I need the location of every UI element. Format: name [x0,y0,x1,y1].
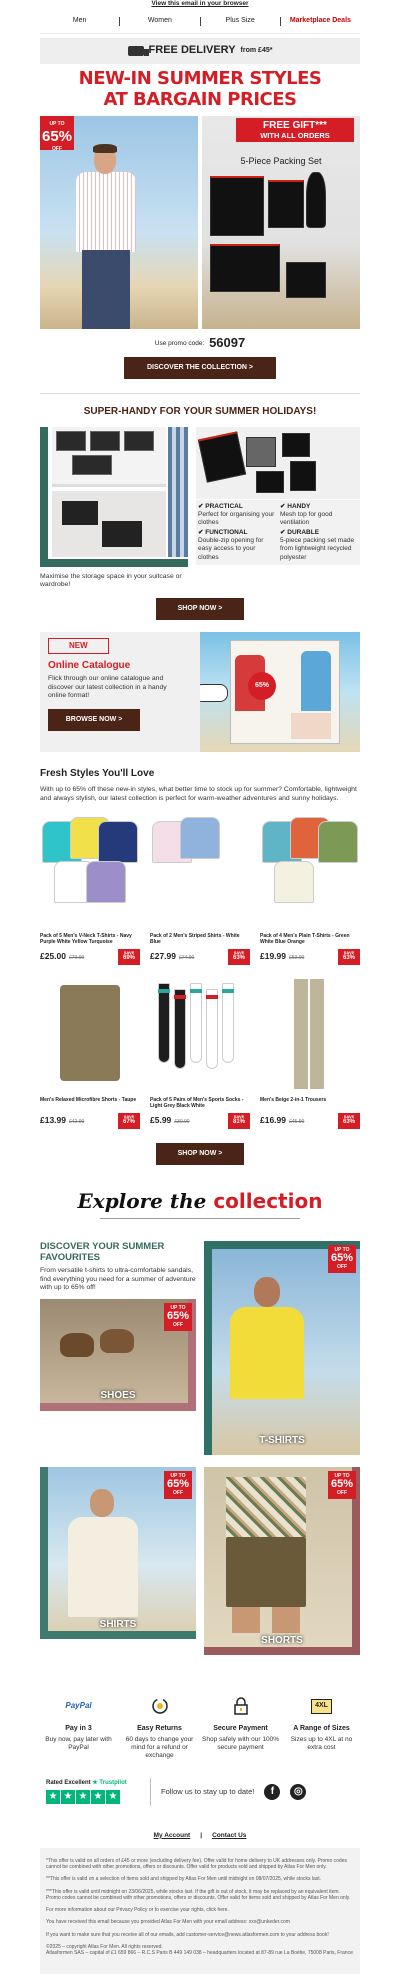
rating-text: Rated Excellent [46,1780,91,1787]
shorts-label: SHORTS [261,1634,303,1646]
save-badge: SAVE 63% [338,1113,360,1129]
discover-title: DISCOVER YOUR SUMMER FAVOURITES [40,1241,165,1264]
legal-fine-print [40,1848,360,1974]
catalogue-discount-badge: 65% [248,672,276,700]
usp-desc: Sizes up to 4XL at no extra cost [290,1735,353,1752]
usp-title: A Range of Sizes [293,1725,350,1733]
badge-value: 65% [41,128,73,145]
product-price: £19.99 [260,951,286,962]
gift-line1: FREE GIFT*** [263,120,327,131]
product-price: £27.99 [150,951,176,962]
product-name[interactable]: Pack of 2 Men's Striped Shirts - White Blue [150,933,240,946]
discover-block [40,1241,196,1292]
explore-underline [100,1218,300,1219]
shorts-tile[interactable] [204,1467,360,1655]
catalogue-cover [230,640,340,744]
instagram-icon[interactable]: ◎ [290,1784,306,1800]
handy-section [40,427,360,590]
hero-images [40,116,360,329]
save-badge: SAVE 63% [338,949,360,965]
email-container [40,0,360,1974]
catalogue-section [40,632,360,752]
promo-code-value: 56097 [209,335,246,350]
product-card[interactable] [260,811,360,965]
hero-title-line2: AT BARGAIN PRICES [103,89,297,110]
product-name[interactable]: Men's Beige 2-in-1 Trousers [260,1097,327,1104]
size-icon: 4XL [283,1695,360,1717]
discount-badge [40,116,74,150]
delivery-threshold: from £45* [240,46,273,54]
feature-durable: ✔ DURABLE 5-piece packing set made from lightweight recycled polyester [280,529,355,561]
product-name[interactable]: Pack of 5 Pairs of Men's Sports Socks - Light Grey Black White [150,1097,244,1110]
lock-icon [202,1695,279,1717]
feature-list [196,500,360,565]
model-figure [74,146,138,326]
save-badge: SAVE 63% [228,949,250,965]
product-image[interactable] [40,811,140,929]
product-price: £13.99 [40,1115,66,1126]
contact-us-link[interactable]: Contact Us [212,1831,247,1839]
packing-cube [210,176,264,236]
discover-collection-button[interactable]: DISCOVER THE COLLECTION > [124,357,276,379]
shoes-discount-badge: UP TO 65% OFF [164,1303,192,1331]
product-grid [40,811,360,1129]
product-name[interactable]: Pack of 5 Men's V-Neck T-Shirts - Navy Purple White Yellow Turquoise [40,933,132,946]
shop-now-button-1[interactable]: SHOP NOW > [156,598,244,620]
copyright: ©2025 – copyright Atlas For Men. All rights reserved. [46,1943,163,1950]
follow-text: Follow us to stay up to date! [161,1787,255,1797]
facebook-icon[interactable]: f [264,1784,280,1800]
fresh-styles-section [40,768,360,1165]
usp-secure-payment[interactable] [202,1695,279,1760]
collection-grid-2 [40,1467,360,1655]
divider [150,1778,151,1806]
fine-print: If you want to make sure that you receive all of our emails, add customer-service@news.atlasformen.com to your address book! [46,1931,329,1938]
new-badge: NEW [48,638,109,654]
my-account-link[interactable]: My Account [153,1831,191,1839]
promo-label: Use promo code: [154,339,205,347]
truck-icon [128,46,144,56]
hero-man-image[interactable] [40,116,198,329]
shoes-label: SHOES [100,1390,136,1402]
tshirts-discount-badge: UP TO 65% OFF [328,1245,356,1273]
feature-practical: ✔ PRACTICAL Perfect for organising your clothes [198,502,275,526]
free-gift-banner [236,118,354,142]
explore-word2: collection [213,1189,323,1214]
handy-title: SUPER-HANDY FOR YOUR SUMMER HOLIDAYS! [83,406,317,418]
fine-print: ***This offer is valid until midnight on 23/06/2025, while stocks last. If the gift is out of stock, it may be replaced by an equivalent item. Promo codes cannot be combined with other promotions, offers or discounts. Offer valid for items sold and shipped by Atlas For Men only. [46,1888,351,1901]
product-was-price: £42.90 [69,1119,85,1126]
fresh-title: Fresh Styles You'll Love [40,767,155,779]
product-image[interactable] [150,811,250,929]
product-was-price: £45.90 [289,1119,305,1126]
product-name[interactable]: Pack of 4 Men's Plain T-Shirts - Green White Blue Orange [260,933,350,946]
product-card[interactable] [150,811,250,965]
trustpilot-logo: ★ Trustpilot [92,1780,127,1787]
feature-handy: ✔ HANDY Mesh top for good ventilation [280,502,333,526]
footer-links: My Account | Contact Us [153,1831,247,1839]
product-price: £5.99 [150,1115,172,1126]
product-card[interactable] [150,975,250,1129]
product-image[interactable] [40,975,140,1093]
usp-pay-in-3[interactable] [40,1695,117,1760]
company-info: Atlasformen SAS – capital of £1 659 866 – R.C.S Paris B 449 149 038 – headquarters located at 87-89 rue La Boétie, 75008 Paris, France [46,1950,353,1957]
pouch [286,262,326,298]
product-was-price: £30.90 [174,1119,190,1126]
catalogue-text: Flick through our online catalogue and discover our latest collection in a handy online format! [48,675,167,700]
nav-plus-size[interactable]: Plus Size [201,17,281,26]
fine-print: **This offer is valid on a selection of items sold and shipped by Atlas For Men until midnight on 08/07/2025, while stocks last. [46,1876,322,1883]
paypal-icon: PayPal [65,1701,92,1711]
usp-range-of-sizes[interactable] [283,1695,360,1760]
product-card[interactable] [40,975,140,1129]
drawstring-bag [306,172,326,228]
usp-title: Pay in 3 [65,1725,92,1733]
usp-title: Easy Returns [137,1725,182,1733]
product-price: £16.99 [260,1115,286,1126]
packing-set-title: 5-Piece Packing Set [240,156,322,166]
fresh-text: With up to 65% off these new-in styles, what better time to stock up for summer? Comfortable, lightweight and always stylish, our latest collection is perfect for warm-weather adventures and sunny holidays. [40,786,357,802]
nav-women[interactable]: Women [120,17,200,26]
product-image[interactable] [150,975,250,1093]
delivery-title: FREE DELIVERY [148,44,236,57]
pointing-hand-icon [200,684,228,702]
wardrobe-image[interactable] [40,427,188,567]
feature-functional: ✔ FUNCTIONAL Double-zip opening for easy access to your clothes [198,529,264,561]
tshirts-tile[interactable] [204,1241,360,1455]
hero-headline [40,68,360,110]
collection-grid [40,1241,360,1455]
trustpilot-rating[interactable] [40,1774,140,1810]
hero-title-line1: NEW-IN SUMMER STYLES [78,68,322,89]
free-delivery-banner[interactable] [40,38,360,64]
product-name[interactable]: Men's Relaxed Microfibre Shorts - Taupe [40,1097,137,1104]
product-was-price: £79.90 [69,955,85,962]
explore-word1: Explore the [77,1189,207,1214]
badge-off: OFF [52,146,62,152]
usp-desc: 60 days to change your mind for a refund or exchange [125,1735,194,1760]
packing-set-image[interactable] [196,427,360,499]
discover-text: From versatile t-shirts to ultra-comfortable sandals, find everything you need for a summer of adventure with up to 65% off! [40,1267,196,1292]
shoes-tile[interactable] [40,1299,196,1411]
nav-men[interactable]: Men [40,17,120,26]
catalogue-image[interactable] [200,632,360,752]
catalogue-title: Online Catalogue [48,659,131,671]
product-card[interactable] [260,975,360,1129]
save-badge: SAVE 67% [118,1113,140,1129]
shirts-discount-badge: UP TO 65% OFF [164,1471,192,1499]
usp-desc: Shop safely with our 100% secure payment [202,1735,279,1752]
shirts-label: SHIRTS [99,1618,137,1630]
nav-marketplace-deals[interactable]: Marketplace Deals [289,17,351,25]
divider [40,393,360,394]
shirts-tile[interactable] [40,1467,196,1639]
fine-print: You have received this email because you provided Atlas For Men with your email address: xxx@unkeder.com [46,1919,290,1926]
product-was-price: £74.90 [179,955,195,962]
usp-desc: Buy now, pay later with PayPal [45,1735,112,1752]
top-nav [40,10,360,34]
view-in-browser-link[interactable]: View this email in your browser [151,0,249,7]
tshirts-label: T-SHIRTS [259,1434,305,1446]
explore-heading [40,1189,360,1214]
hero-gift-image[interactable] [202,116,360,329]
product-price: £25.00 [40,951,66,962]
usp-strip [40,1695,360,1760]
shop-now-button-2[interactable]: SHOP NOW > [156,1143,244,1165]
product-image[interactable] [260,975,360,1093]
browse-now-button[interactable]: BROWSE NOW > [48,709,140,731]
social-bar [40,1774,360,1810]
product-card[interactable] [40,811,140,965]
privacy-link[interactable]: For more information about our Privacy Policy or to exercise your rights, click here. [46,1907,229,1914]
product-was-price: £53.90 [289,955,305,962]
rating-stars: ★ ★ ★ ★ ★ [46,1790,134,1804]
returns-icon [121,1695,198,1717]
badge-upto: UP TO [49,121,65,127]
promo-code [40,335,360,351]
packing-cube [210,244,280,292]
fine-print: *This offer is valid on all orders of £45 or more (excluding delivery fee). Offer valid for home delivery to UK addresses only. Promo codes cannot be combined with other promotions, offers or discounts. Offer valid for products sold and shipped by Atlas For Men only. [46,1857,347,1871]
usp-easy-returns[interactable] [121,1695,198,1760]
product-image[interactable] [260,811,360,929]
handy-caption: Maximise the storage space in your suitcase or wardrobe! [40,572,182,589]
gift-line2: WITH ALL ORDERS [260,131,330,140]
shorts-discount-badge: UP TO 65% OFF [328,1471,356,1499]
packing-cube [268,180,304,228]
save-badge: SAVE 81% [228,1113,250,1129]
save-badge: SAVE 69% [118,949,140,965]
usp-title: Secure Payment [213,1725,268,1733]
